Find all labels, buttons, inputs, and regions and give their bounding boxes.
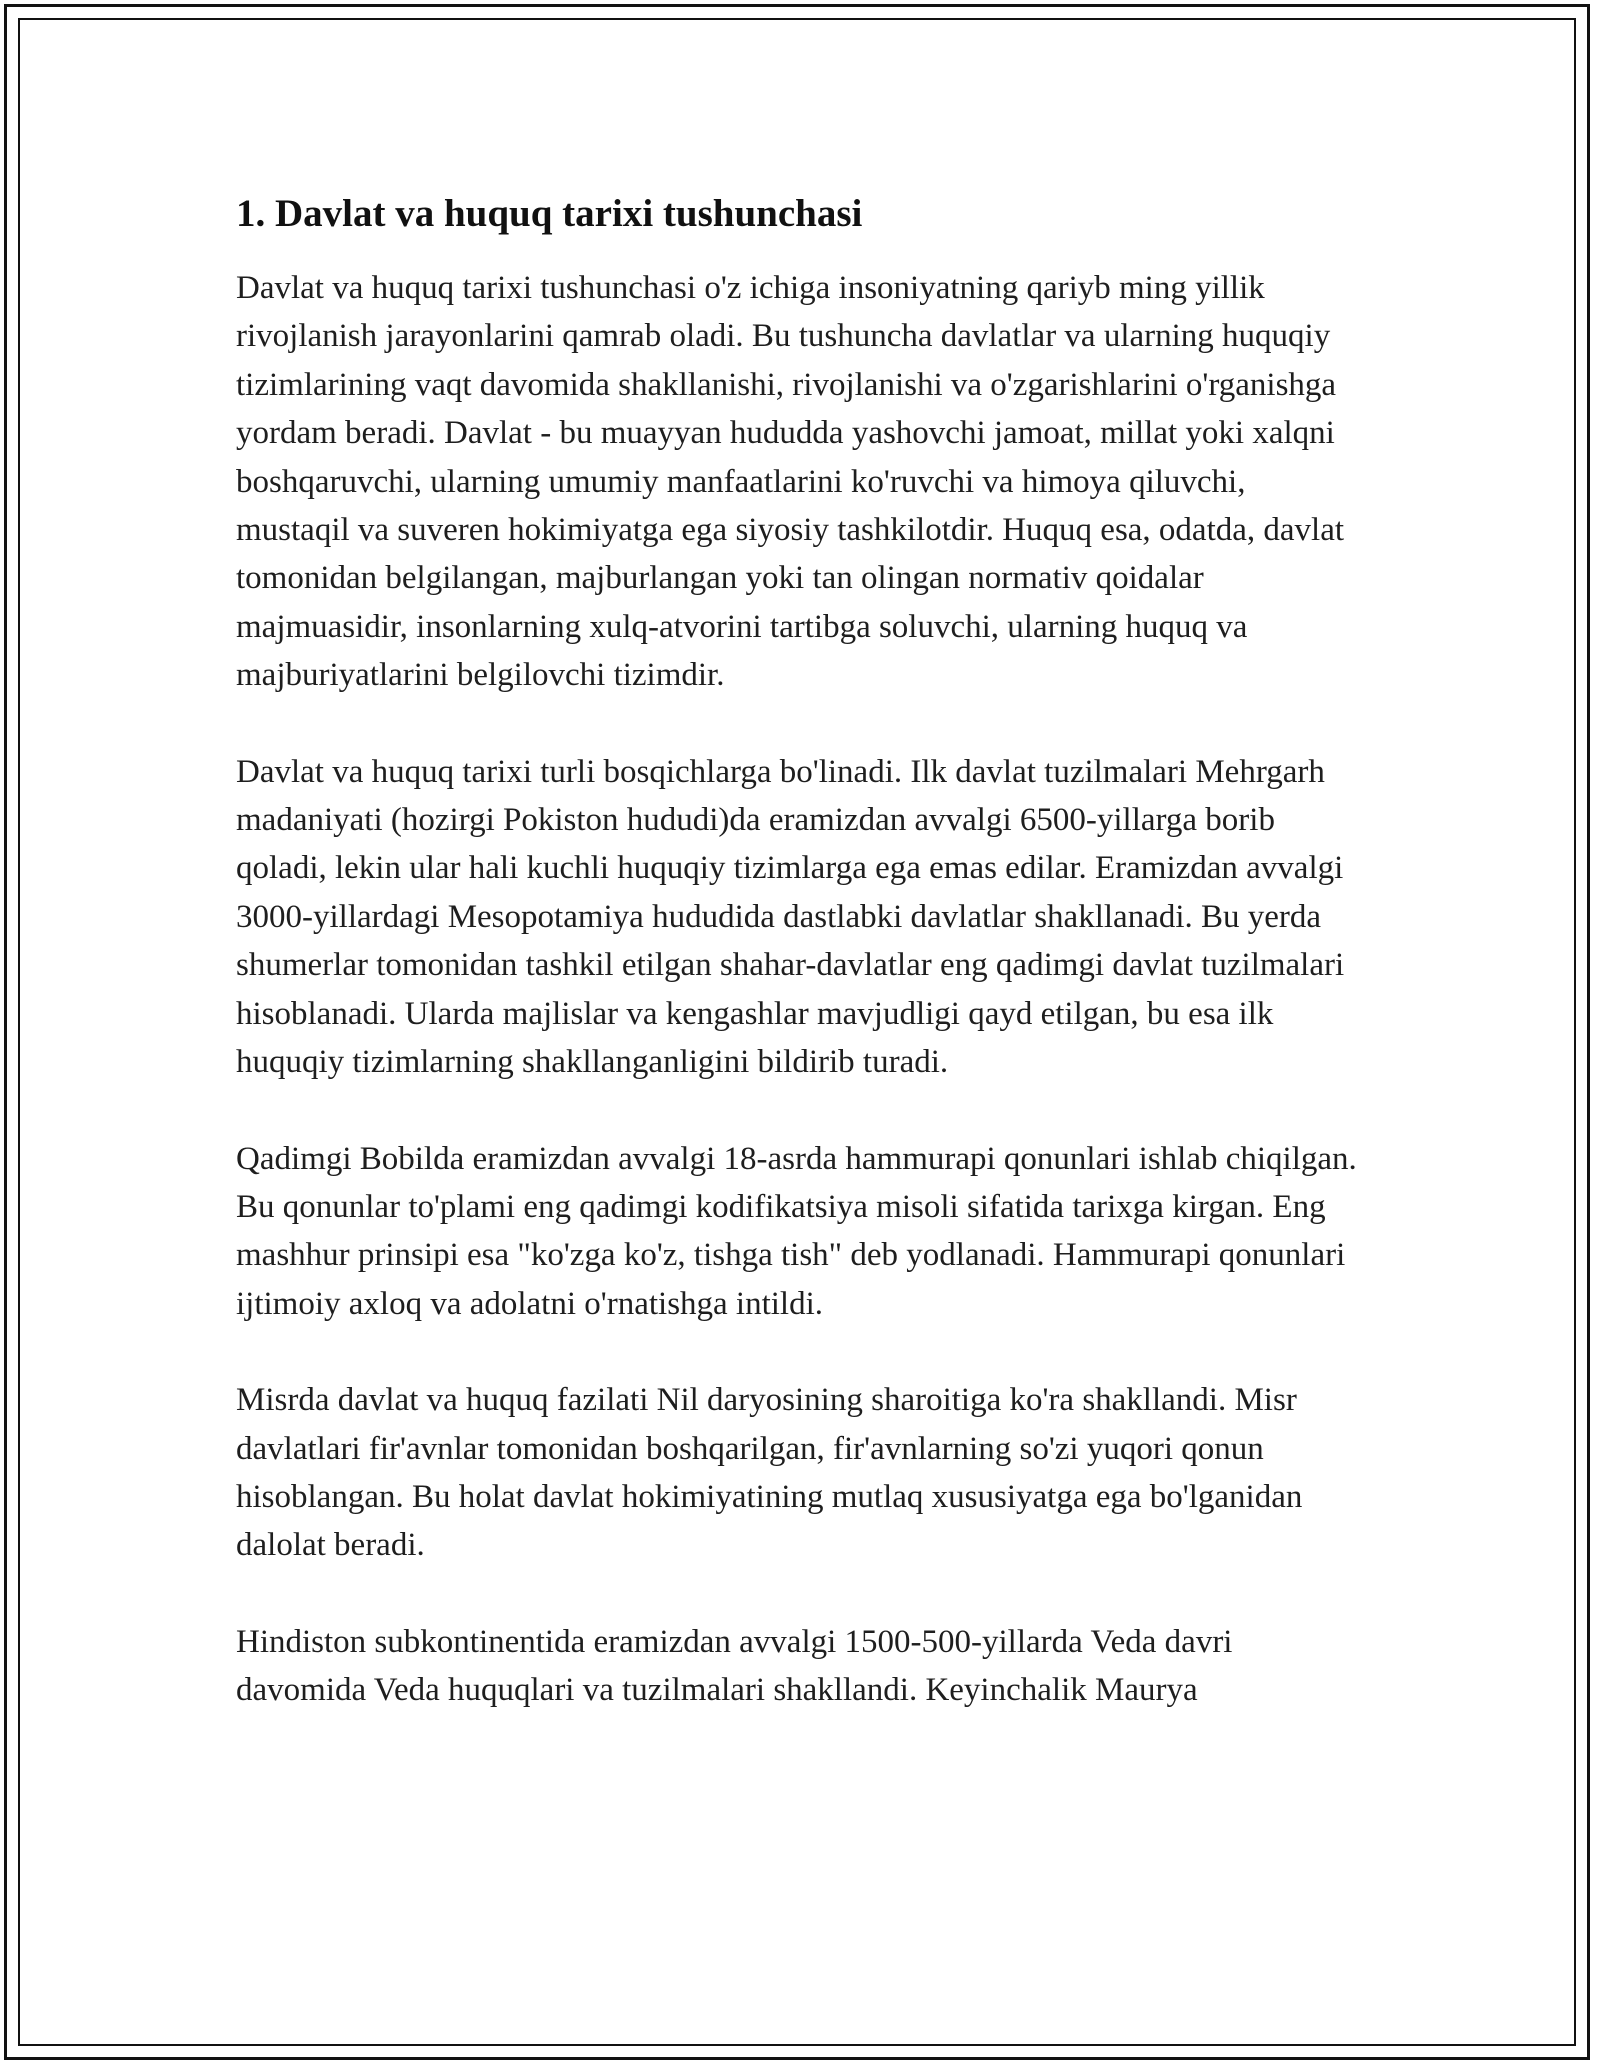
paragraph-stages: Davlat va huquq tarixi turli bosqichlarga bo'linadi. Ilk davlat tuzilmalari Mehrgarh madaniyati (hozirgi Pokiston hududi)da eramizdan avvalgi 6500-yillarga borib qoladi, lekin ular hali kuchli huquqiy tizimlarga ega emas edilar. Eramizdan avvalgi 3000-yillardagi Mesopotamiya hududida dastlabki davlatlar shakllanadi. Bu yerda shumerlar tomonidan tashkil etilgan shahar-davlatlar eng qadimgi davlat tuzilmalari hisoblanadi. Ularda majlislar va kengashlar mavjudligi qayd etilgan, bu esa ilk huquqiy tizimlarning shakllanganligini bildirib turadi.: [236, 753, 1345, 1081]
document-body: [236, 186, 1366, 1763]
paragraph-definition: Davlat va huquq tarixi tushunchasi o'z ichiga insoniyatning qariyb ming yillik rivojlanish jarayonlarini qamrab oladi. Bu tushuncha davlatlar va ularning huquqiy tizimlarining vaqt davomida shakllanishi, rivojlanishi va o'zgarishlarini o'rganishga yordam beradi. Davlat - bu muayyan hududda yashovchi jamoat, millat yoki xalqni boshqaruvchi, ularning umumiy manfaatlarini ko'ruvchi va himoya qiluvchi, mustaqil va suveren hokimiyatga ega siyosiy tashkilotdir. Huquq esa, odatda, davlat tomonidan belgilangan, majburlangan yoki tan olingan normativ qoidalar majmuasidir, insonlarning xulq-atvorini tartibga soluvchi, ularning huquq va majburiyatlarini belgilovchi tizimdir.: [236, 270, 1345, 694]
paragraph-india: Hindiston subkontinentida eramizdan avvalgi 1500-500-yillarda Veda davri davomida Veda huquqlari va tuzilmalari shakllandi. Keyinchalik Maurya: [236, 1623, 1233, 1709]
paragraph-egypt: Misrda davlat va huquq fazilati Nil daryosining sharoitiga ko'ra shakllandi. Misr davlatlari fir'avnlar tomonidan boshqarilgan, fir'avnlarning so'zi yuqori qonun hisoblangan. Bu holat davlat hokimiyatining mutlaq xususiyatga ega bo'lganidan dalolat beradi.: [236, 1382, 1303, 1564]
section-heading: 1. Davlat va huquq tarixi tushunchasi: [236, 192, 863, 235]
paragraph-babylon: Qadimgi Bobilda eramizdan avvalgi 18-asrda hammurapi qonunlari ishlab chiqilgan. Bu qonunlar to'plami eng qadimgi kodifikatsiya misoli sifatida tarixga kirgan. Eng mashhur prinsipi esa "ko'zga ko'z, tishga tish" deb yodlanadi. Hammurapi qonunlari ijtimoiy axloq va adolatni o'rnatishga intildi.: [236, 1140, 1357, 1322]
